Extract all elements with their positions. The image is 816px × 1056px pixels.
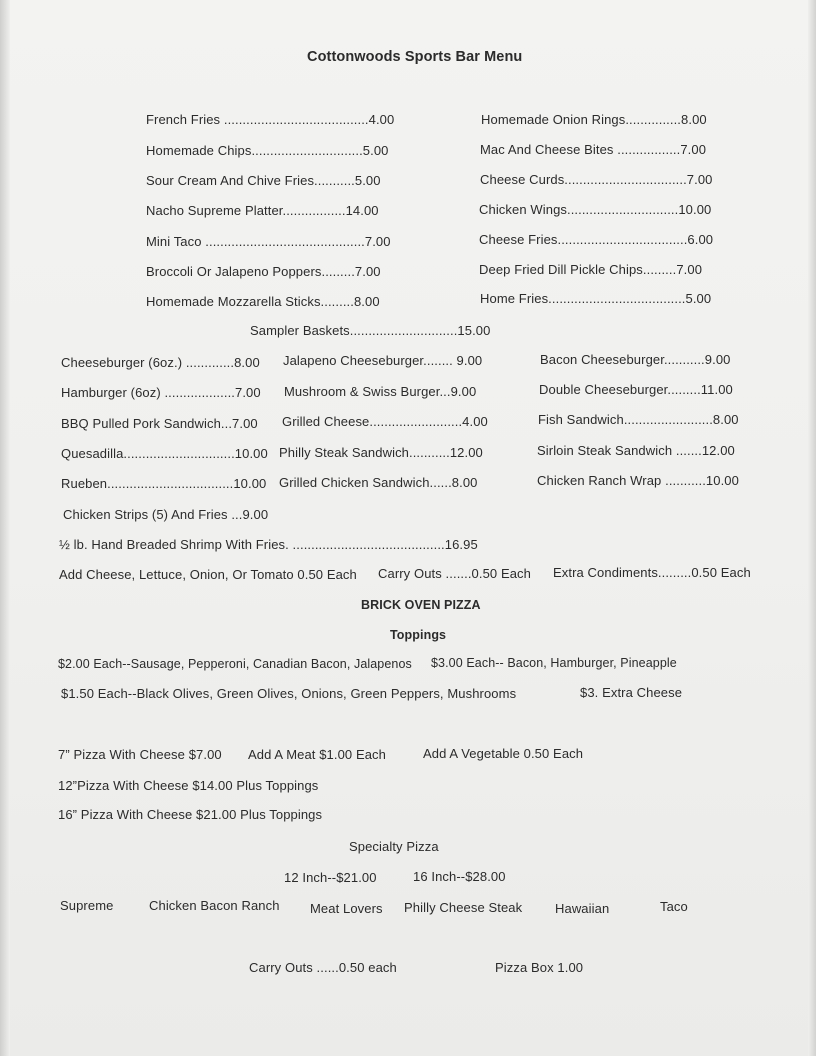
toppings-heading: Toppings bbox=[390, 628, 447, 642]
menu-item: Sirloin Steak Sandwich .......12.00 bbox=[537, 443, 735, 458]
toppings-one-fifty: $1.50 Each--Black Olives, Green Olives, Onions, Green Peppers, Mushrooms bbox=[61, 686, 517, 701]
menu-item: Chicken Ranch Wrap ...........10.00 bbox=[537, 473, 739, 488]
menu-item: Bacon Cheeseburger...........9.00 bbox=[540, 352, 731, 367]
menu-item: Rueben..................................10.00 bbox=[61, 476, 267, 491]
menu-item: Sour Cream And Chive Fries...........5.00 bbox=[146, 173, 381, 188]
footer-pizza-box: Pizza Box 1.00 bbox=[495, 960, 584, 975]
pizza-seven-inch: 7” Pizza With Cheese $7.00 bbox=[58, 747, 222, 762]
menu-item: BBQ Pulled Pork Sandwich...7.00 bbox=[61, 416, 258, 431]
menu-item: Fish Sandwich........................8.00 bbox=[538, 412, 739, 427]
pizza-add-vegetable: Add A Vegetable 0.50 Each bbox=[423, 746, 584, 761]
pizza-sixteen-inch: 16” Pizza With Cheese $21.00 Plus Toppings bbox=[58, 807, 323, 822]
specialty-type: Hawaiian bbox=[555, 901, 610, 916]
menu-item: Quesadilla..............................10.00 bbox=[61, 446, 268, 461]
menu-item: Cheese Curds.................................7.00 bbox=[480, 172, 713, 187]
specialty-type: Philly Cheese Steak bbox=[404, 900, 523, 915]
menu-item: Homemade Onion Rings...............8.00 bbox=[481, 112, 707, 127]
menu-item: Double Cheeseburger.........11.00 bbox=[539, 382, 733, 397]
menu-item: Hamburger (6oz) ...................7.00 bbox=[61, 385, 261, 400]
menu-item-chicken-strips: Chicken Strips (5) And Fries ...9.00 bbox=[63, 507, 269, 522]
menu-item: Cheeseburger (6oz.) .............8.00 bbox=[61, 355, 260, 370]
extra-add-cheese: Add Cheese, Lettuce, Onion, Or Tomato 0.50 Each bbox=[59, 567, 357, 582]
menu-item: Nacho Supreme Platter.................14.00 bbox=[146, 203, 379, 218]
specialty-type: Chicken Bacon Ranch bbox=[149, 898, 280, 913]
menu-item: Broccoli Or Jalapeno Poppers.........7.00 bbox=[146, 264, 381, 279]
extra-carry-outs: Carry Outs .......0.50 Each bbox=[378, 566, 531, 581]
specialty-type: Supreme bbox=[60, 898, 114, 913]
specialty-heading: Specialty Pizza bbox=[349, 839, 439, 854]
pizza-twelve-inch: 12”Pizza With Cheese $14.00 Plus Toppings bbox=[58, 778, 319, 793]
specialty-price-16: 16 Inch--$28.00 bbox=[413, 869, 506, 884]
menu-item: Jalapeno Cheeseburger........ 9.00 bbox=[283, 353, 483, 368]
menu-item: Philly Steak Sandwich...........12.00 bbox=[279, 445, 483, 460]
menu-item: Mushroom & Swiss Burger...9.00 bbox=[284, 384, 477, 399]
menu-item: Grilled Cheese.........................4.00 bbox=[282, 414, 488, 429]
pizza-heading: BRICK OVEN PIZZA bbox=[361, 598, 481, 612]
toppings-three-dollar: $3.00 Each-- Bacon, Hamburger, Pineapple bbox=[431, 656, 677, 670]
menu-title: Cottonwoods Sports Bar Menu bbox=[307, 49, 523, 65]
specialty-type: Taco bbox=[660, 899, 688, 914]
menu-item: Homemade Chips..............................5.00 bbox=[146, 143, 389, 158]
menu-item: Deep Fried Dill Pickle Chips.........7.00 bbox=[479, 262, 703, 277]
menu-item: Home Fries.....................................5.00 bbox=[480, 291, 712, 306]
menu-item-shrimp: ½ lb. Hand Breaded Shrimp With Fries. .........................................16.95 bbox=[59, 537, 478, 552]
menu-item-sampler: Sampler Baskets.............................15.00 bbox=[250, 323, 491, 338]
toppings-two-dollar: $2.00 Each--Sausage, Pepperoni, Canadian Bacon, Jalapenos bbox=[58, 657, 412, 671]
toppings-extra-cheese: $3. Extra Cheese bbox=[580, 685, 683, 700]
extra-condiments: Extra Condiments.........0.50 Each bbox=[553, 565, 751, 580]
specialty-type: Meat Lovers bbox=[310, 901, 383, 916]
menu-item: French Fries .......................................4.00 bbox=[146, 112, 395, 127]
menu-item: Homemade Mozzarella Sticks.........8.00 bbox=[146, 294, 380, 309]
menu-item: Grilled Chicken Sandwich......8.00 bbox=[279, 475, 478, 490]
specialty-price-12: 12 Inch--$21.00 bbox=[284, 870, 377, 885]
menu-item: Mac And Cheese Bites .................7.00 bbox=[480, 142, 707, 157]
menu-item: Chicken Wings..............................10.00 bbox=[479, 202, 712, 217]
pizza-add-meat: Add A Meat $1.00 Each bbox=[248, 747, 386, 762]
footer-carry-outs: Carry Outs ......0.50 each bbox=[249, 960, 397, 975]
menu-item: Cheese Fries...................................6.00 bbox=[479, 232, 714, 247]
menu-item: Mini Taco ...........................................7.00 bbox=[146, 234, 391, 249]
